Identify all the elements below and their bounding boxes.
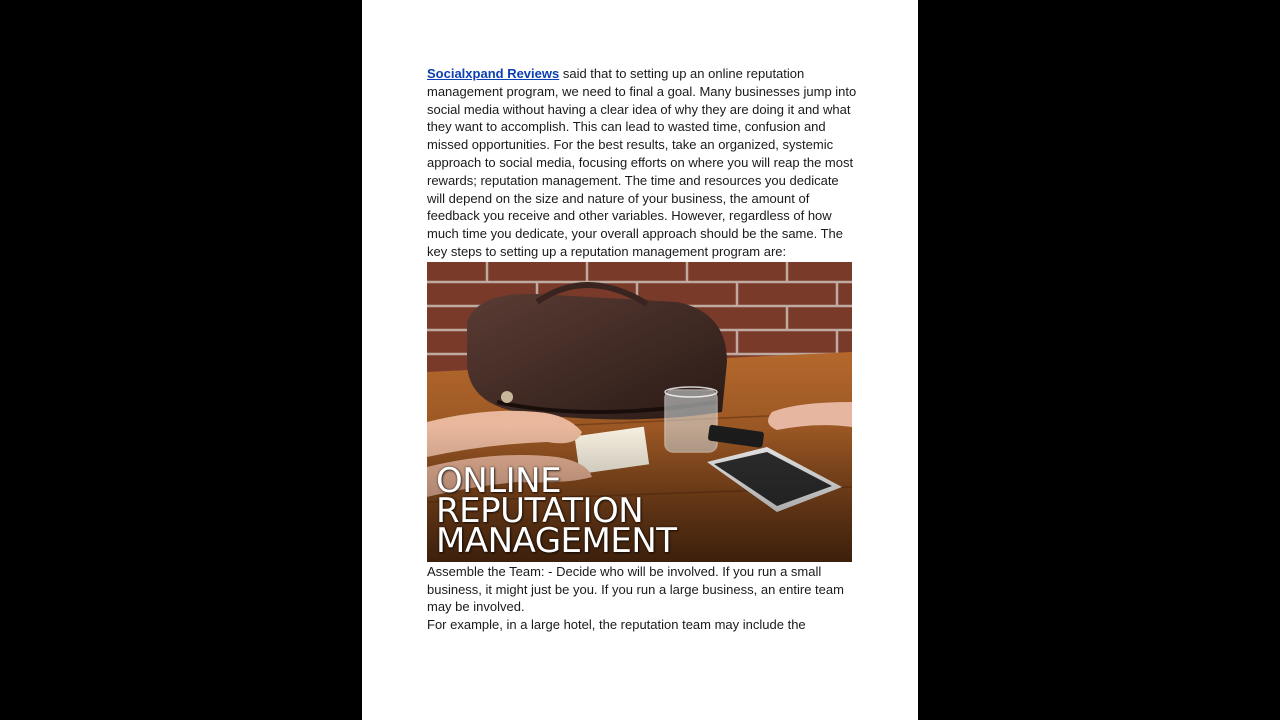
example-paragraph: For example, in a large hotel, the reputation team may include the (427, 617, 806, 633)
image-caption-line: REPUTATION (436, 490, 644, 531)
assemble-team-paragraph: Assemble the Team: - Decide who will be involved. If you run a small business, it might just be you. If you run a large business, an entire team may be involved. (427, 563, 844, 615)
socialxpand-reviews-link[interactable]: Socialxpand Reviews (427, 66, 560, 81)
intro-paragraph (427, 65, 857, 261)
image-caption-overlay (436, 460, 677, 561)
document-page (362, 0, 918, 720)
reputation-management-image (427, 262, 852, 562)
image-caption-line: ONLINE (436, 460, 562, 501)
page-content (427, 65, 857, 634)
intro-text: said that to setting up an online reputation management program, we need to final a goal. Many businesses jump into social media without having a clear idea of why they are doing it and what they want to accomplish. This can lead to wasted time, confusion and missed opportunities. For the best results, take an organized, systemic approach to social media, focusing efforts on where you will reap the most rewards; reputation management. The time and resources you dedicate will depend on the size and nature of your business, the amount of feedback you receive and other variables. However, regardless of how much time you dedicate, your overall approach should be the same. The key steps to setting up a reputation management program are: (427, 66, 857, 259)
image-caption-line: MANAGEMENT (436, 520, 677, 561)
